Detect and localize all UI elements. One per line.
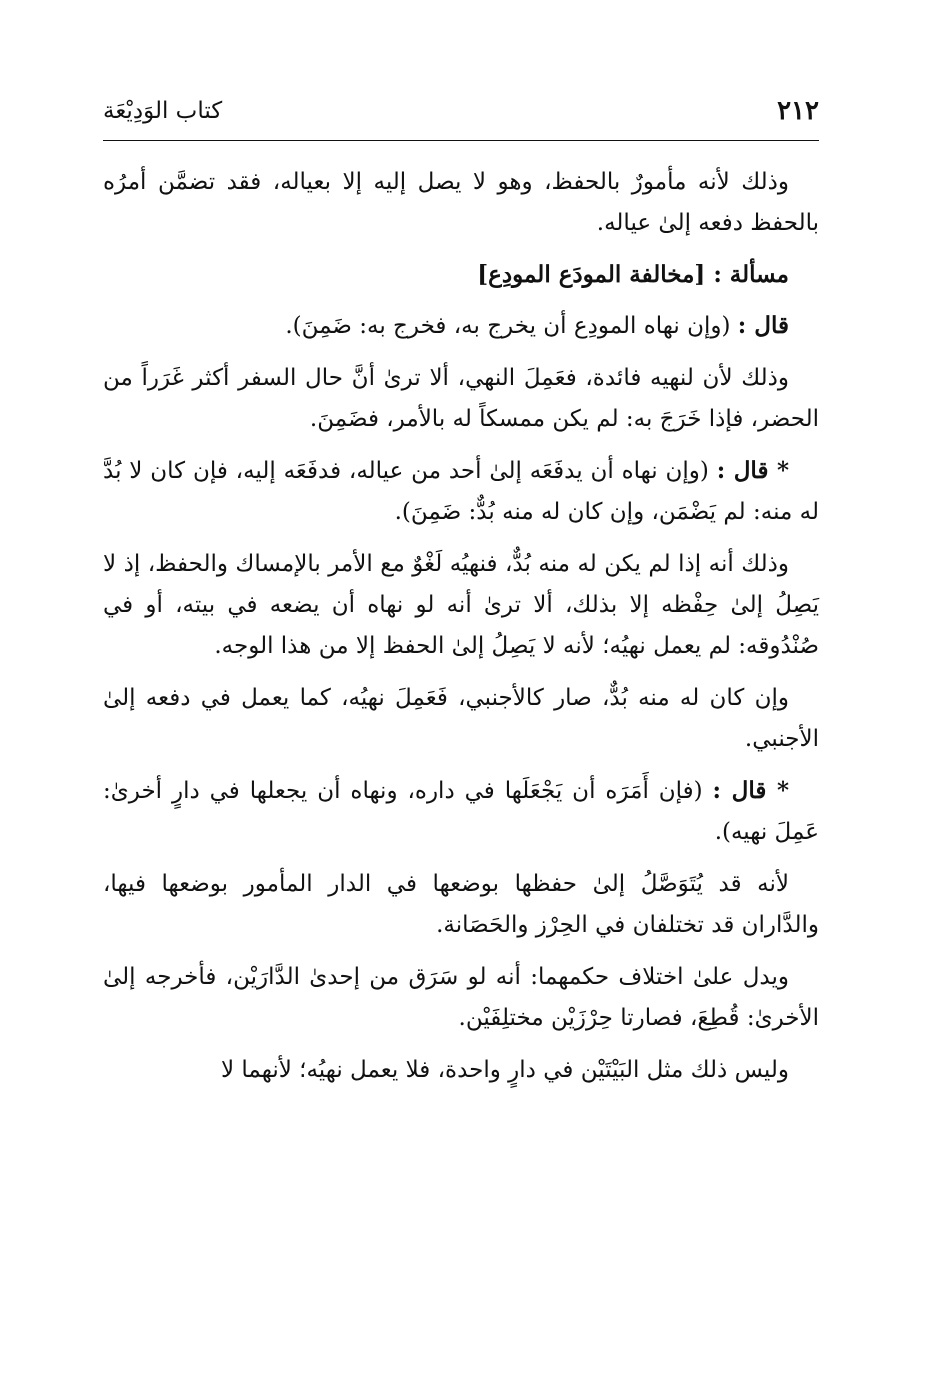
paragraph xyxy=(103,770,819,853)
paragraph-text: (وإن نهاه المودِع أن يخرج به، فخرج به: ضَمِنَ). xyxy=(285,313,738,339)
paragraph-text: ويدل علىٰ اختلاف حكمهما: أنه لو سَرَق من إحدىٰ الدَّارَيْن، فأخرجه إلىٰ الأخرىٰ: قُطِعَ، فصارتا حِرْزَيْن مختلِفَيْن. xyxy=(103,964,819,1031)
paragraph xyxy=(103,161,819,244)
paragraph xyxy=(103,956,819,1039)
book-page xyxy=(103,92,819,1101)
paragraph-prefix: * قال : xyxy=(716,457,789,484)
paragraph xyxy=(103,1049,819,1091)
paragraph-text: (وإن نهاه أن يدفَعَه إلىٰ أحد من عياله، فدفَعَه إليه، فإن كان لا بُدَّ له منه: لم يَضْمَن، وإن كان له منه بُدٌّ: ضَمِنَ). xyxy=(103,458,819,525)
paragraph-text: وذلك لأنه مأمورٌ بالحفظ، وهو لا يصل إليه إلا بعياله، فقد تضمَّن أمرُه بالحفظ دفعه إلىٰ عياله. xyxy=(103,169,819,236)
section-heading xyxy=(103,254,819,295)
page-body xyxy=(103,141,819,1091)
page-number: ٢١٢ xyxy=(777,96,819,126)
paragraph-prefix: قال : xyxy=(737,312,789,339)
paragraph-text: لأنه قد يُتَوَصَّلُ إلىٰ حفظها بوضعها في الدار المأمور بوضعها فيها، والدَّاران قد تختلفان في الحِرْز والحَصَانة. xyxy=(103,871,819,938)
paragraph xyxy=(103,543,819,667)
paragraph-text: وذلك أنه إذا لم يكن له منه بُدٌّ، فنهيُه لَغْوٌ مع الأمر بالإمساك والحفظ، إذ لا يَصِلُ إلىٰ حِفْظه إلا بذلك، ألا ترىٰ أنه لو نهاه أن يضعه في بيته، أو في صُنْدُوقه: لم يعمل نهيُه؛ لأنه لا يَصِلُ إلىٰ الحفظ إلا من هذا الوجه. xyxy=(103,551,819,659)
paragraph-text: وليس ذلك مثل البَيْتَيْن في دارٍ واحدة، فلا يعمل نهيُه؛ لأنهما لا xyxy=(220,1057,789,1083)
paragraph xyxy=(103,863,819,946)
paragraph xyxy=(103,305,819,347)
page-header xyxy=(103,92,819,141)
paragraph xyxy=(103,357,819,440)
heading-label: مسألة : xyxy=(713,261,789,288)
paragraph-text: وذلك لأن لنهيه فائدة، فعَمِلَ النهي، ألا ترىٰ أنَّ حال السفر أكثر غَرَراً من الحضر، فإذا خَرَجَ به: لم يكن ممسكاً له بالأمر، فضَمِنَ. xyxy=(103,365,819,432)
paragraph-text: (فإن أَمَرَه أن يَجْعَلَها في داره، ونهاه أن يجعلها في دارٍ أخرىٰ: عَمِلَ نهيه). xyxy=(103,778,819,845)
paragraph xyxy=(103,450,819,533)
paragraph-text: وإن كان له منه بُدٌّ، صار كالأجنبي، فَعَمِلَ نهيُه، كما يعمل في دفعه إلىٰ الأجنبي. xyxy=(103,685,819,752)
paragraph-prefix: * قال : xyxy=(712,777,789,804)
running-title: كتاب الوَدِيْعَة xyxy=(103,98,223,124)
heading-title: [مخالفة المودَع المودِع] xyxy=(477,261,714,288)
paragraph xyxy=(103,677,819,760)
